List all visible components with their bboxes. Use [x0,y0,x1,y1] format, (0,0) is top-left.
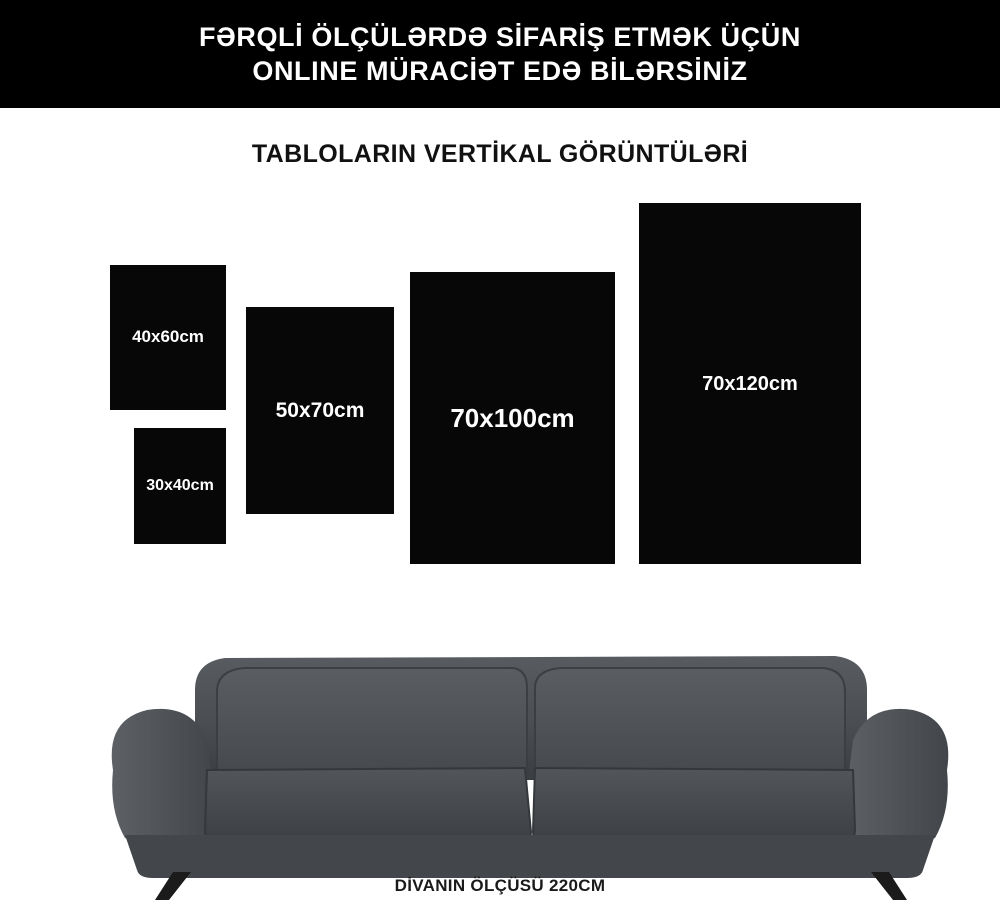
frame-swatch-30x40 [134,428,226,544]
frame-label-40x60: 40x60cm [132,327,204,347]
sofa-back-cushion-left [217,668,527,778]
sofa-size-caption: DİVANIN ÖLÇÜSÜ 220CM [394,876,606,895]
frame-label-30x40: 30x40cm [146,477,214,495]
sofa-base-rail [125,835,935,878]
frame-label-50x70: 50x70cm [275,398,365,422]
sofa-arm-right [845,709,948,844]
frame-label-70x100: 70x100cm [450,402,575,433]
frame-swatch-70x100 [410,272,615,564]
frame-swatch-50x70 [246,307,394,514]
promo-banner-line-2: ONLINE MÜRACİƏT EDƏ BİLƏRSİNİZ [252,56,748,86]
sofa-illustration [95,570,965,900]
sofa-seat-cushion-left [205,768,531,842]
frame-swatch-70x120 [639,203,861,564]
sofa-back-cushion-right [535,668,845,778]
frame-label-70x120: 70x120cm [702,372,798,395]
sofa-arm-left [112,709,215,844]
frame-swatch-40x60 [110,265,226,410]
sofa-graphic [95,570,965,900]
sofa-seat-cushion-right [533,768,855,842]
section-title: TABLOLARIN VERTİKAL GÖRÜNTÜLƏRİ [251,140,749,168]
promo-banner-line-1: FƏRQLİ ÖLÇÜLƏRDƏ SİFARİŞ ETMƏK ÜÇÜN [199,22,801,52]
